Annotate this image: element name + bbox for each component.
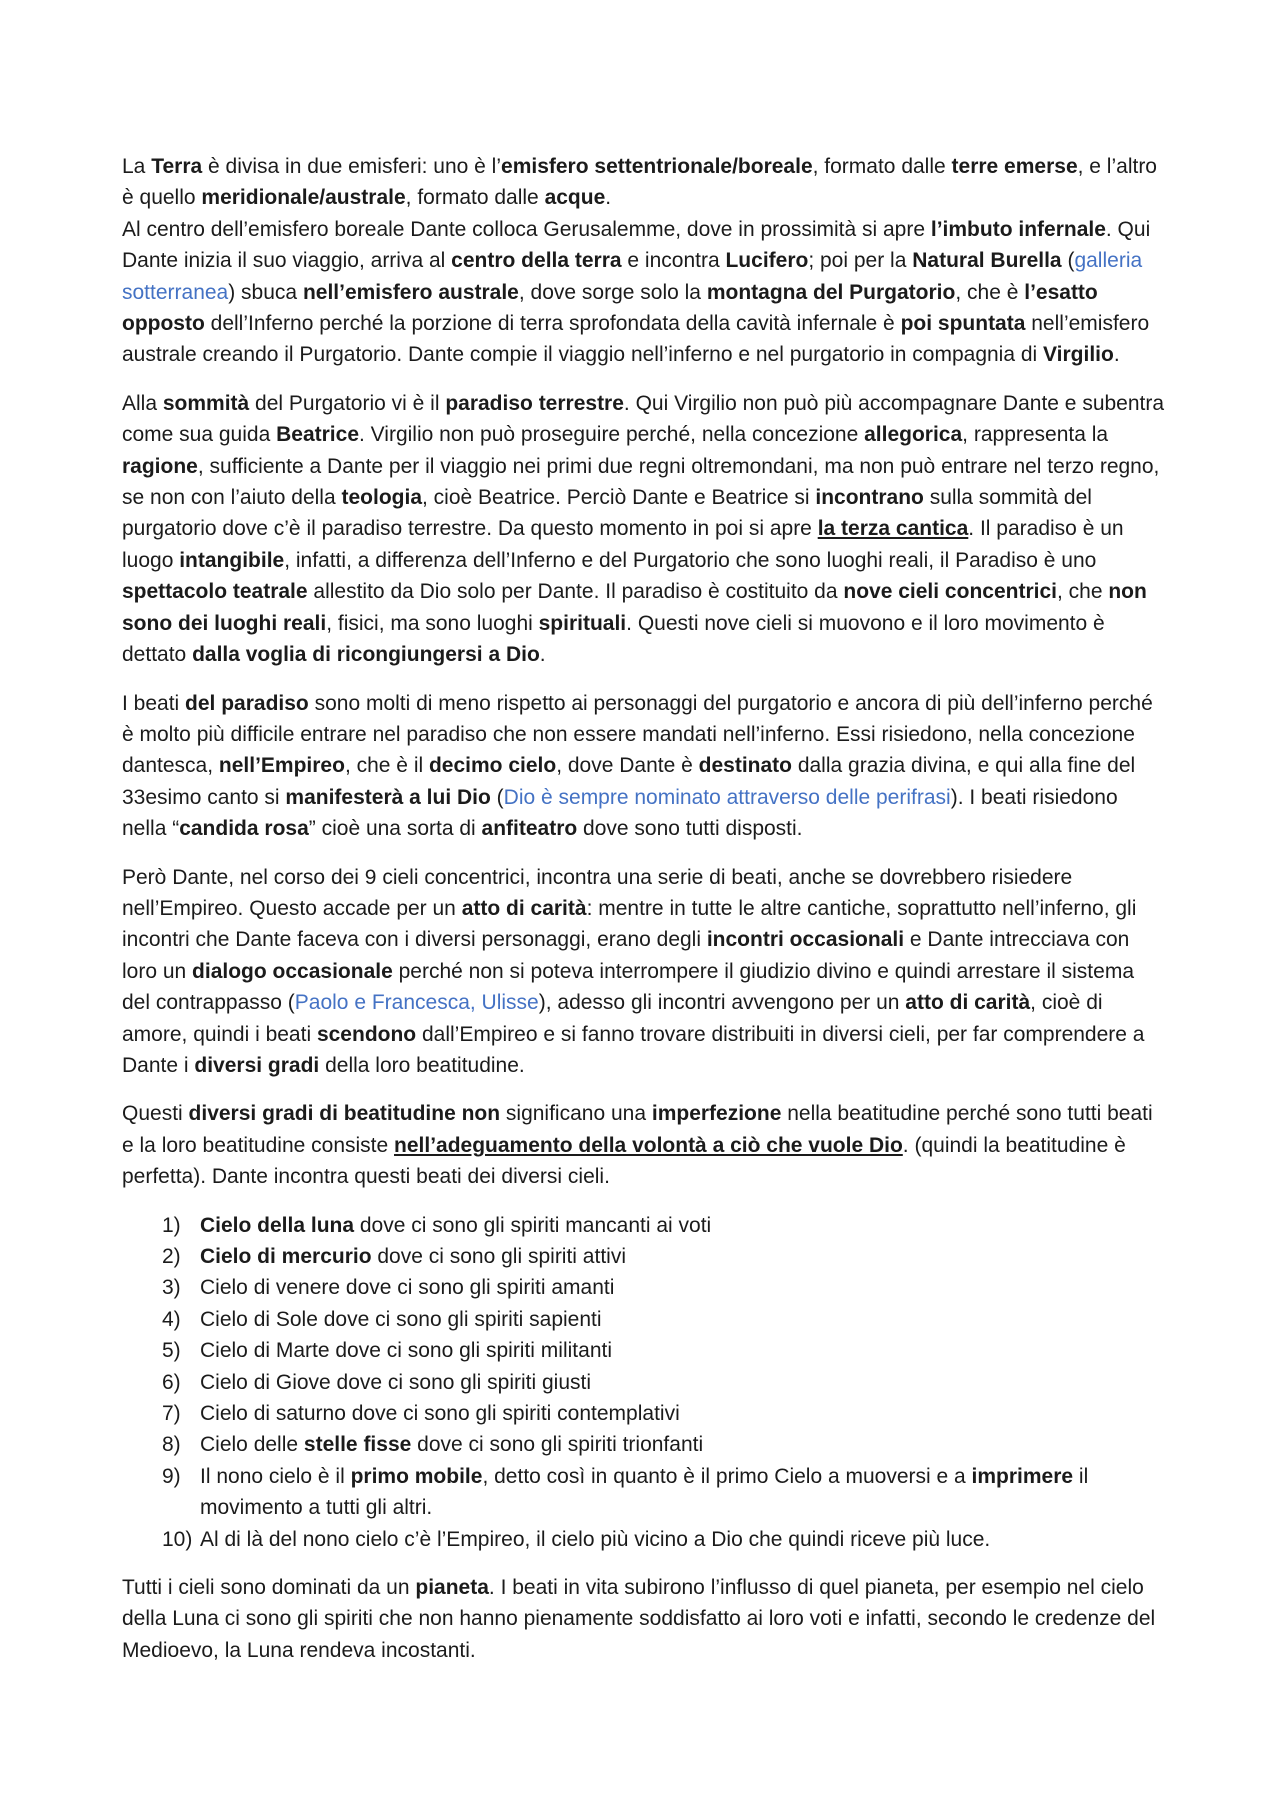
text-run: ), adesso gli incontri avvengono per un	[538, 991, 906, 1015]
text-run: nella beatitudine perché sono tutti beati e la loro beatitudine consiste	[122, 1102, 1153, 1157]
list-item	[122, 1461, 1167, 1524]
bold-text: poi spuntata	[900, 312, 1026, 336]
text-run: , formato dalle	[812, 155, 952, 178]
bold-text: nell’emisfero australe	[302, 280, 519, 304]
text-run: dove ci sono gli spiriti attivi	[371, 1245, 626, 1268]
text-run: , sufficiente a Dante per il viaggio nei primi due regni oltremondani, ma non può entrare nel terzo regno, se non con l’aiuto della	[122, 454, 1160, 510]
text-run: dove ci sono gli spiriti trionfanti	[411, 1433, 704, 1457]
bold-text: candida rosa	[179, 817, 309, 841]
text-run: , dove Dante è	[556, 754, 699, 778]
text-run: (	[490, 785, 504, 809]
bold-text: intangibile	[179, 548, 285, 572]
text-run: del Purgatorio vi è il	[249, 391, 446, 415]
text-run: Però Dante, nel corso dei 9 cieli concentrici, incontra una serie di beati, anche se dovrebbero risiedere nell’Empireo. Questo accade per un	[122, 865, 1073, 920]
bold-text: manifesterà a lui Dio	[285, 785, 491, 809]
text-run: il movimento a tutti gli altri.	[200, 1464, 1089, 1520]
bold-text: Virgilio	[1043, 343, 1114, 367]
text-run: , infatti, a differenza dell’Inferno e del Purgatorio che sono luoghi reali, il Paradiso è uno	[284, 548, 1097, 572]
heavens-list	[122, 1210, 1167, 1555]
list-number: 2)	[162, 1245, 181, 1268]
paragraph-charity	[122, 862, 1167, 1082]
bold-text: acque	[544, 186, 606, 210]
list-number: 1)	[162, 1213, 181, 1237]
bold-text: destinato	[698, 754, 792, 778]
paragraph-journey	[122, 214, 1167, 371]
bold-text: atto di carità	[905, 991, 1031, 1015]
paragraph-beatitude	[122, 1098, 1167, 1192]
text-run: Cielo di Sole dove ci sono gli spiriti sapienti	[200, 1307, 602, 1331]
bold-text: Cielo della luna	[200, 1213, 355, 1237]
bold-text: emisfero settentrionale/boreale	[501, 155, 813, 178]
bold-text: anfiteatro	[481, 817, 578, 841]
text-run: dall’Empireo e si fanno trovare distribuiti in diversi cieli, per far comprendere a Dante i	[122, 1022, 1145, 1077]
bold-text: non sono dei luoghi reali	[122, 580, 1147, 635]
text-run: , cioè di amore, quindi i beati	[122, 991, 1103, 1046]
text-run: Tutti i cieli sono dominati da un	[122, 1576, 416, 1600]
text-run: (	[1061, 249, 1075, 273]
text-run: . Qui Dante inizia il suo viaggio, arriva al	[122, 217, 1151, 273]
document-page	[122, 151, 1167, 1683]
text-run: dell’Inferno perché la porzione di terra sprofondata della cavità infernale è	[204, 312, 901, 336]
text-run: , dove sorge solo la	[518, 280, 707, 304]
bold-text: spirituali	[538, 611, 627, 635]
text-run: sulla sommità del purgatorio dove c’è il paradiso terrestre. Da questo momento in poi si apre	[122, 486, 1092, 541]
paragraph-earthly-paradise	[122, 388, 1167, 671]
text-run: , e l’altro è quello	[122, 155, 1157, 210]
bold-text: dialogo occasionale	[192, 959, 393, 983]
text-run: sono molti di meno rispetto ai personaggi del purgatorio e ancora di più dell’inferno perché è molto più difficile entrare nel paradiso che non essere mandati nell’inferno. Essi risiedono, nella concezione dantesca,	[122, 691, 1153, 778]
text-run: è divisa in due emisferi: uno è l’	[202, 155, 502, 178]
bold-text: Natural Burella	[912, 249, 1062, 273]
text-run: Cielo di saturno dove ci sono gli spiriti contemplativi	[200, 1402, 680, 1426]
text-run: dove sono tutti disposti.	[577, 817, 803, 841]
text-run: : mentre in tutte le altre cantiche, soprattutto nell’inferno, gli incontri che Dante faceva con i diversi personaggi, erano degli	[122, 896, 1137, 952]
text-run: Alla	[122, 391, 163, 415]
text-run: , che è il	[344, 754, 429, 778]
text-run: Cielo delle	[200, 1433, 304, 1457]
bold-text: Cielo di mercurio	[200, 1245, 372, 1268]
text-run: ” cioè una sorta di	[308, 817, 482, 841]
bold-underlined-text: nell’adeguamento della volontà a ciò che vuole Dio	[394, 1133, 903, 1157]
bold-text: nove cieli concentrici	[843, 580, 1057, 604]
text-run: I beati	[122, 691, 186, 715]
text-run: Questi	[122, 1102, 189, 1126]
text-run: , detto così in quanto è il primo Cielo a muoversi e a	[482, 1464, 972, 1488]
highlighted-note: galleria sotterranea	[122, 249, 1143, 304]
bold-text: Beatrice	[276, 423, 359, 447]
text-run: .	[1113, 343, 1120, 367]
bold-text: l’imbuto infernale	[930, 217, 1106, 241]
text-run: Cielo di venere dove ci sono gli spiriti amanti	[200, 1276, 615, 1300]
list-number: 10)	[162, 1527, 193, 1551]
text-run: . Questi nove cieli si muovono e il loro movimento è dettato	[122, 611, 1105, 667]
bold-text: incontri occasionali	[706, 928, 905, 952]
paragraph-blessed	[122, 688, 1167, 845]
list-number: 3)	[162, 1276, 181, 1300]
bold-text: pianeta	[415, 1576, 489, 1600]
list-item	[122, 1272, 1167, 1303]
text-run: e incontra	[621, 249, 726, 273]
bold-text: paradiso terrestre	[445, 391, 624, 415]
bold-text: montagna del Purgatorio	[706, 280, 956, 304]
bold-text: allegorica	[864, 423, 963, 447]
bold-text: imperfezione	[651, 1102, 782, 1126]
bold-text: incontrano	[815, 486, 924, 510]
text-run: dove ci sono gli spiriti mancanti ai voti	[354, 1213, 712, 1237]
bold-text: Lucifero	[725, 249, 809, 273]
list-item	[122, 1210, 1167, 1241]
bold-text: spettacolo teatrale	[122, 580, 308, 604]
bold-text: l’esatto opposto	[122, 280, 1098, 336]
text-run: ; poi per la	[808, 249, 913, 273]
bold-text: dalla voglia di ricongiungersi a Dio	[192, 643, 540, 667]
text-run: Cielo di Marte dove ci sono gli spiriti militanti	[200, 1339, 612, 1363]
text-run: . I beati in vita subirono l’influsso di quel pianeta, per esempio nel cielo della Luna ci sono gli spiriti che non hanno pienamente soddisfatto ai loro voti e infatti, secondo le credenze del Medioevo, la Luna rendeva incostanti.	[122, 1576, 1156, 1662]
list-number: 7)	[162, 1402, 181, 1426]
bold-text: diversi gradi	[194, 1053, 320, 1077]
list-item	[122, 1335, 1167, 1366]
text-run: .	[539, 643, 546, 667]
list-item	[122, 1429, 1167, 1460]
bold-text: sommità	[162, 391, 250, 415]
text-run: Il nono cielo è il	[200, 1464, 351, 1488]
text-run: Cielo di Giove dove ci sono gli spiriti giusti	[200, 1370, 592, 1394]
bold-text: Terra	[151, 155, 203, 178]
bold-text: diversi gradi di beatitudine non	[188, 1102, 501, 1126]
list-item	[122, 1524, 1167, 1555]
bold-text: decimo cielo	[428, 754, 557, 778]
list-number: 5)	[162, 1339, 181, 1363]
bold-text: terre emerse	[951, 155, 1078, 178]
text-run: , fisici, ma sono luoghi	[326, 611, 539, 635]
bold-text: stelle fisse	[303, 1433, 412, 1457]
text-run: . Il paradiso è un luogo	[122, 517, 1124, 572]
list-item	[122, 1398, 1167, 1429]
text-run: , che è	[955, 280, 1025, 304]
text-run: dalla grazia divina, e qui alla fine del 33esimo canto si	[122, 754, 1136, 809]
text-run: ). I beati risiedono nella “	[122, 785, 1118, 841]
bold-text: nell’Empireo	[218, 754, 345, 778]
bold-text: primo mobile	[350, 1464, 483, 1488]
list-item	[122, 1241, 1167, 1272]
list-number: 9)	[162, 1464, 181, 1488]
bold-text: ragione	[122, 454, 198, 478]
text-run: della loro beatitudine.	[319, 1053, 525, 1077]
text-run: La	[122, 155, 152, 178]
bold-underlined-text: la terza cantica	[817, 517, 969, 541]
text-run: Al centro dell’emisfero boreale Dante colloca Gerusalemme, dove in prossimità si apre	[122, 217, 931, 241]
text-run: . Virgilio non può proseguire perché, nella concezione	[359, 423, 865, 447]
highlighted-note: Paolo e Francesca, Ulisse	[294, 991, 539, 1015]
bold-text: scendono	[316, 1022, 417, 1046]
text-run: nell’emisfero australe creando il Purgatorio. Dante compie il viaggio nell’inferno e nel purgatorio in compagnia di	[122, 312, 1150, 367]
text-run: allestito da Dio solo per Dante. Il paradiso è costituito da	[307, 580, 844, 604]
text-run: , che	[1056, 580, 1109, 604]
highlighted-note: Dio è sempre nominato attraverso delle perifrasi	[503, 785, 951, 809]
text-run: perché non si poteva interrompere il giudizio divino e quindi arrestare il sistema del contrappasso (	[122, 959, 1134, 1015]
paragraph-hemispheres	[122, 151, 1167, 214]
list-number: 4)	[162, 1307, 181, 1331]
bold-text: imprimere	[971, 1464, 1074, 1488]
bold-text: atto di carità	[461, 896, 587, 920]
text-run: significano una	[500, 1102, 652, 1126]
text-run: . (quindi la beatitudine è perfetta). Dante incontra questi beati dei diversi cieli.	[122, 1133, 1126, 1189]
bold-text: del paradiso	[185, 691, 309, 715]
text-run: , cioè Beatrice. Perciò Dante e Beatrice si	[422, 486, 816, 510]
text-run: , rappresenta la	[962, 423, 1109, 447]
bold-text: meridionale/australe	[201, 186, 406, 210]
text-run: . Qui Virgilio non può più accompagnare Dante e subentra come sua guida	[122, 391, 1165, 447]
list-item	[122, 1367, 1167, 1398]
bold-text: centro della terra	[451, 249, 622, 273]
list-item	[122, 1304, 1167, 1335]
text-run: ) sbuca	[228, 280, 303, 304]
text-run: Al di là del nono cielo c’è l’Empireo, il cielo più vicino a Dio che quindi riceve più luce.	[200, 1527, 991, 1551]
paragraph-planets	[122, 1572, 1167, 1666]
text-run: e Dante intrecciava con loro un	[122, 928, 1130, 983]
list-number: 6)	[162, 1370, 181, 1394]
list-number: 8)	[162, 1433, 181, 1457]
text-run: , formato dalle	[405, 186, 545, 210]
bold-text: teologia	[341, 486, 423, 510]
text-run: .	[605, 186, 612, 210]
